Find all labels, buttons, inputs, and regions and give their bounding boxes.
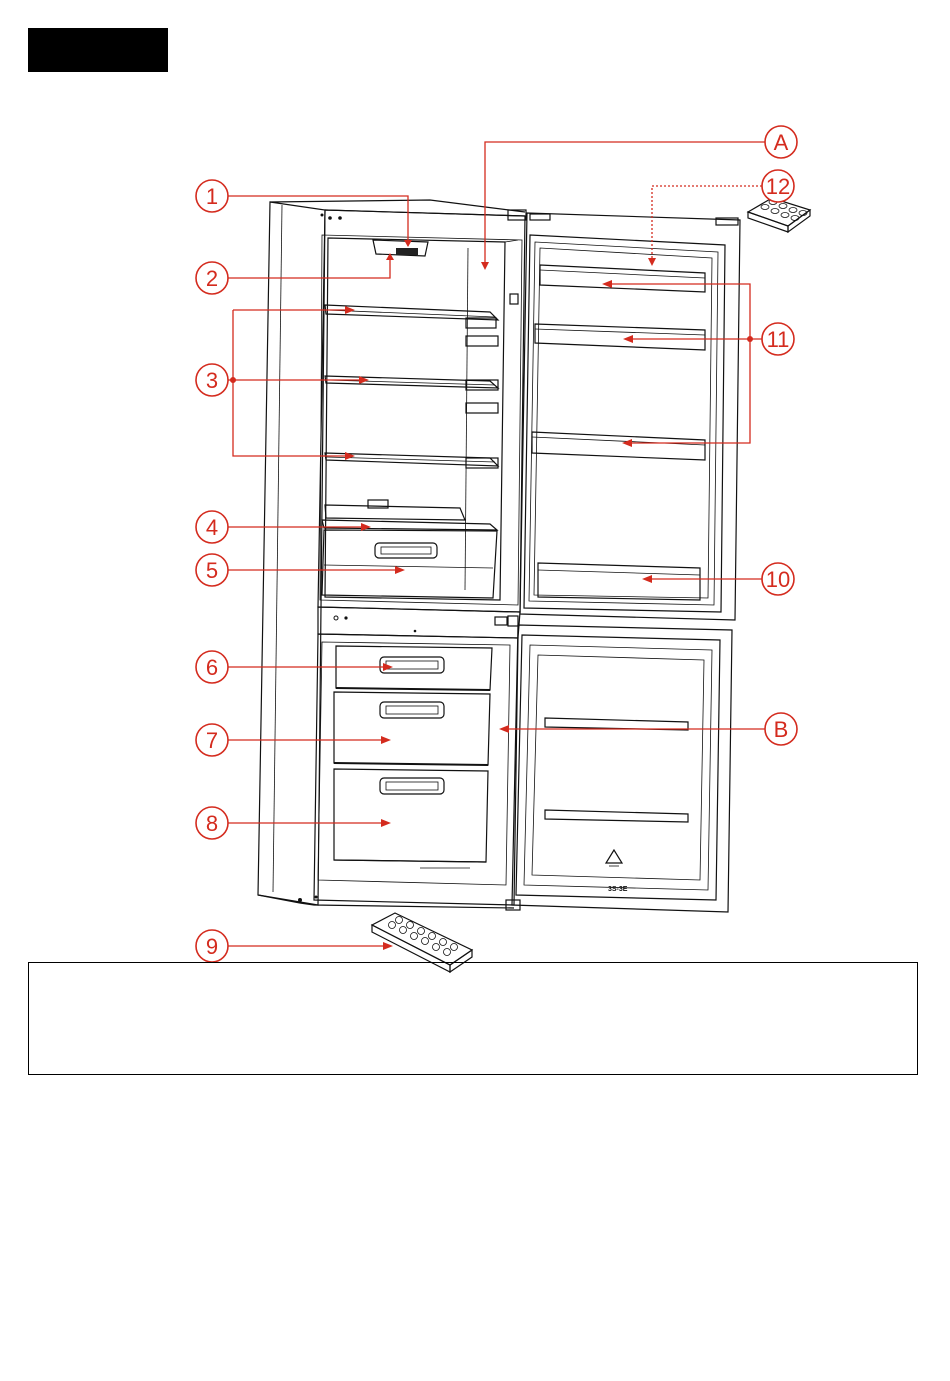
- callout-3: [196, 364, 228, 396]
- fridge-shelves: [325, 305, 498, 468]
- svg-text:2: 2: [205, 266, 219, 291]
- callout-B: [765, 713, 797, 745]
- svg-text:1: 1: [205, 184, 219, 209]
- fridge-door: [520, 213, 740, 620]
- callout-1: [196, 180, 228, 212]
- callout-12: [762, 170, 794, 202]
- svg-text:A: A: [773, 130, 789, 155]
- callout-11: [762, 323, 794, 355]
- svg-text:6: 6: [205, 655, 219, 680]
- svg-text:12: 12: [765, 174, 791, 199]
- svg-text:4: 4: [205, 515, 219, 540]
- callout-10: [762, 563, 794, 595]
- svg-text:11: 11: [766, 327, 790, 352]
- svg-text:3: 3: [205, 368, 219, 393]
- cabinet: [258, 200, 526, 910]
- svg-text:8: 8: [205, 811, 219, 836]
- door-model-label: 3S-3E: [608, 886, 628, 893]
- svg-text:10: 10: [765, 567, 791, 592]
- freezer-drawers: [334, 646, 492, 868]
- svg-text:5: 5: [205, 558, 219, 583]
- svg-text:9: 9: [205, 934, 219, 959]
- callout-6: [196, 651, 228, 683]
- callout-2: [196, 262, 228, 294]
- callout-4: [196, 511, 228, 543]
- egg-tray: [748, 198, 810, 232]
- freezer-door: [512, 625, 732, 912]
- svg-text:7: 7: [205, 728, 219, 753]
- callout-5: [196, 554, 228, 586]
- crisper-drawer: [322, 500, 497, 598]
- callout-7: [196, 724, 228, 756]
- description-box: [28, 962, 918, 1075]
- callout-A: [765, 126, 797, 158]
- svg-text:B: B: [773, 717, 789, 742]
- callout-9: [196, 930, 228, 962]
- callout-8: [196, 807, 228, 839]
- thermostat-light-housing: [373, 240, 428, 256]
